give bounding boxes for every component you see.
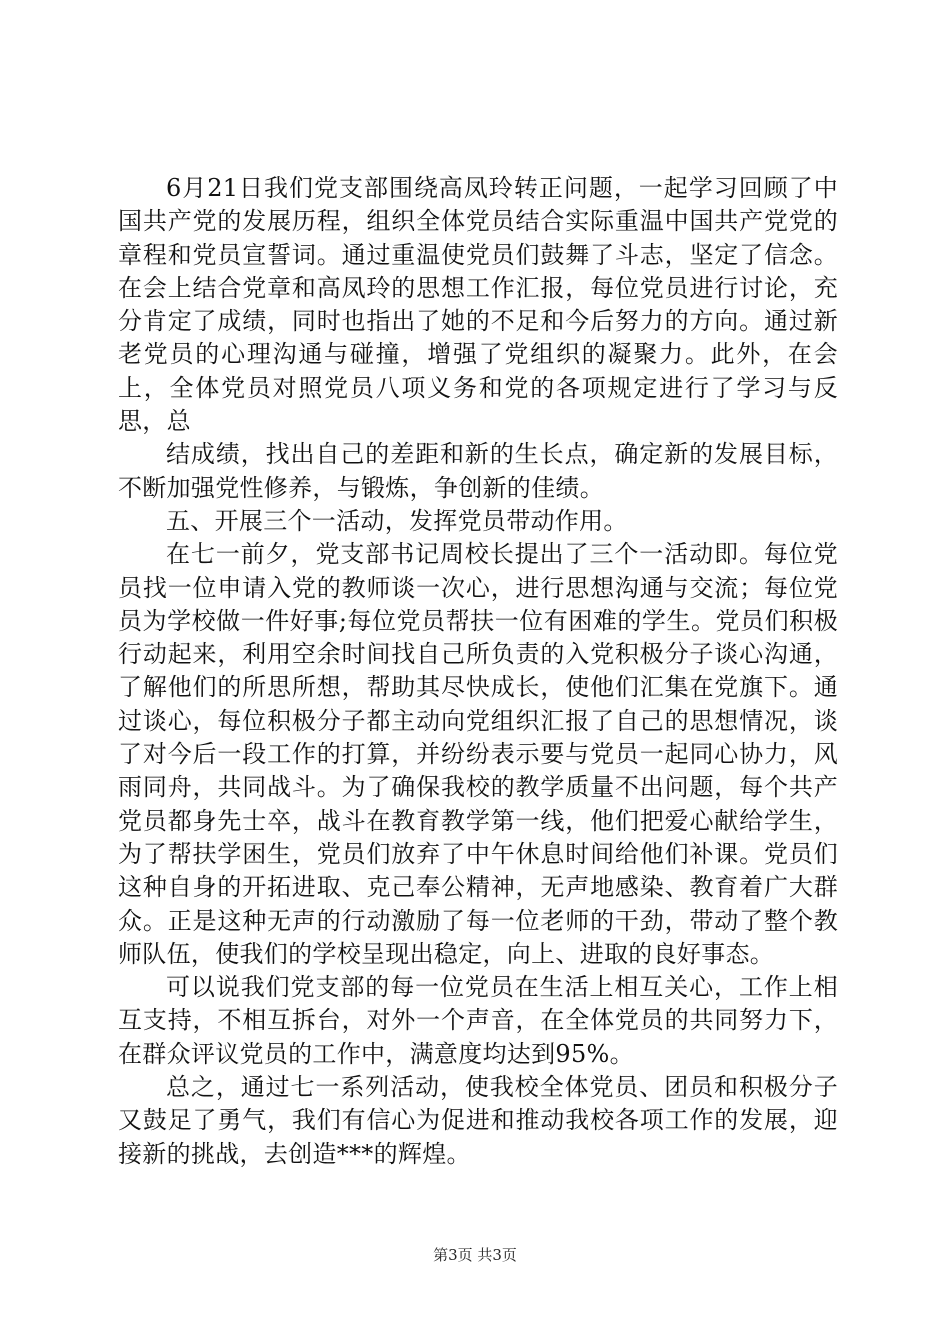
paragraph-4: 可以说我们党支部的每一位党员在生活上相互关心，工作上相互支持，不相互拆台，对外一个声音，在全体党员的共同努力下，在群众评议党员的工作中，满意度均达到95%。 <box>118 973 838 1068</box>
paragraph-3: 在七一前夕，党支部书记周校长提出了三个一活动即。每位党员找一位申请入党的教师谈一次心，进行思想沟通与交流；每位党员为学校做一件好事;每位党员帮扶一位有困难的学生。党员们积极行动起来，利用空余时间找自己所负责的入党积极分子谈心沟通，了解他们的所思所想，帮助其尽快成长，使他们汇集在党旗下。通过谈心，每位积极分子都主动向党组织汇报了自己的思想情况，谈了对今后一段工作的打算，并纷纷表示要与党员一起同心协力，风雨同舟，共同战斗。为了确保我校的教学质量不出问题，每个共产党员都身先士卒，战斗在教育教学第一线，他们把爱心献给学生，为了帮扶学困生，党员们放弃了中午休息时间给他们补课。党员们这种自身的开拓进取、克己奉公精神，无声地感染、教育着广大群众。正是这种无声的行动激励了每一位老师的干劲，带动了整个教师队伍，使我们的学校呈现出稳定，向上、进取的良好事态。 <box>118 540 838 968</box>
page-footer: 第3页 共3页 <box>433 1246 517 1264</box>
document-body <box>118 172 838 1171</box>
paragraph-2: 结成绩，找出自己的差距和新的生长点，确定新的发展目标，不断加强党性修养，与锻炼，争创新的佳绩。 <box>118 440 838 502</box>
paragraph-1: 6月21日我们党支部围绕高凤玲转正问题，一起学习回顾了中国共产党的发展历程，组织全体党员结合实际重温中国共产党党的章程和党员宣誓词。通过重温使党员们鼓舞了斗志，坚定了信念。在会上结合党章和高凤玲的思想工作汇报，每位党员进行讨论，充分肯定了成绩，同时也指出了她的不足和今后努力的方向。通过新老党员的心理沟通与碰撞，增强了党组织的凝聚力。此外，在会上，全体党员对照党员八项义务和党的各项规定进行了学习与反思，总 <box>118 174 838 436</box>
paragraph-5: 总之，通过七一系列活动，使我校全体党员、团员和积极分子又鼓足了勇气，我们有信心为促进和推动我校各项工作的发展，迎接新的挑战，去创造***的辉煌。 <box>118 1073 838 1168</box>
section-heading: 五、开展三个一活动，发挥党员带动作用。 <box>166 506 628 535</box>
